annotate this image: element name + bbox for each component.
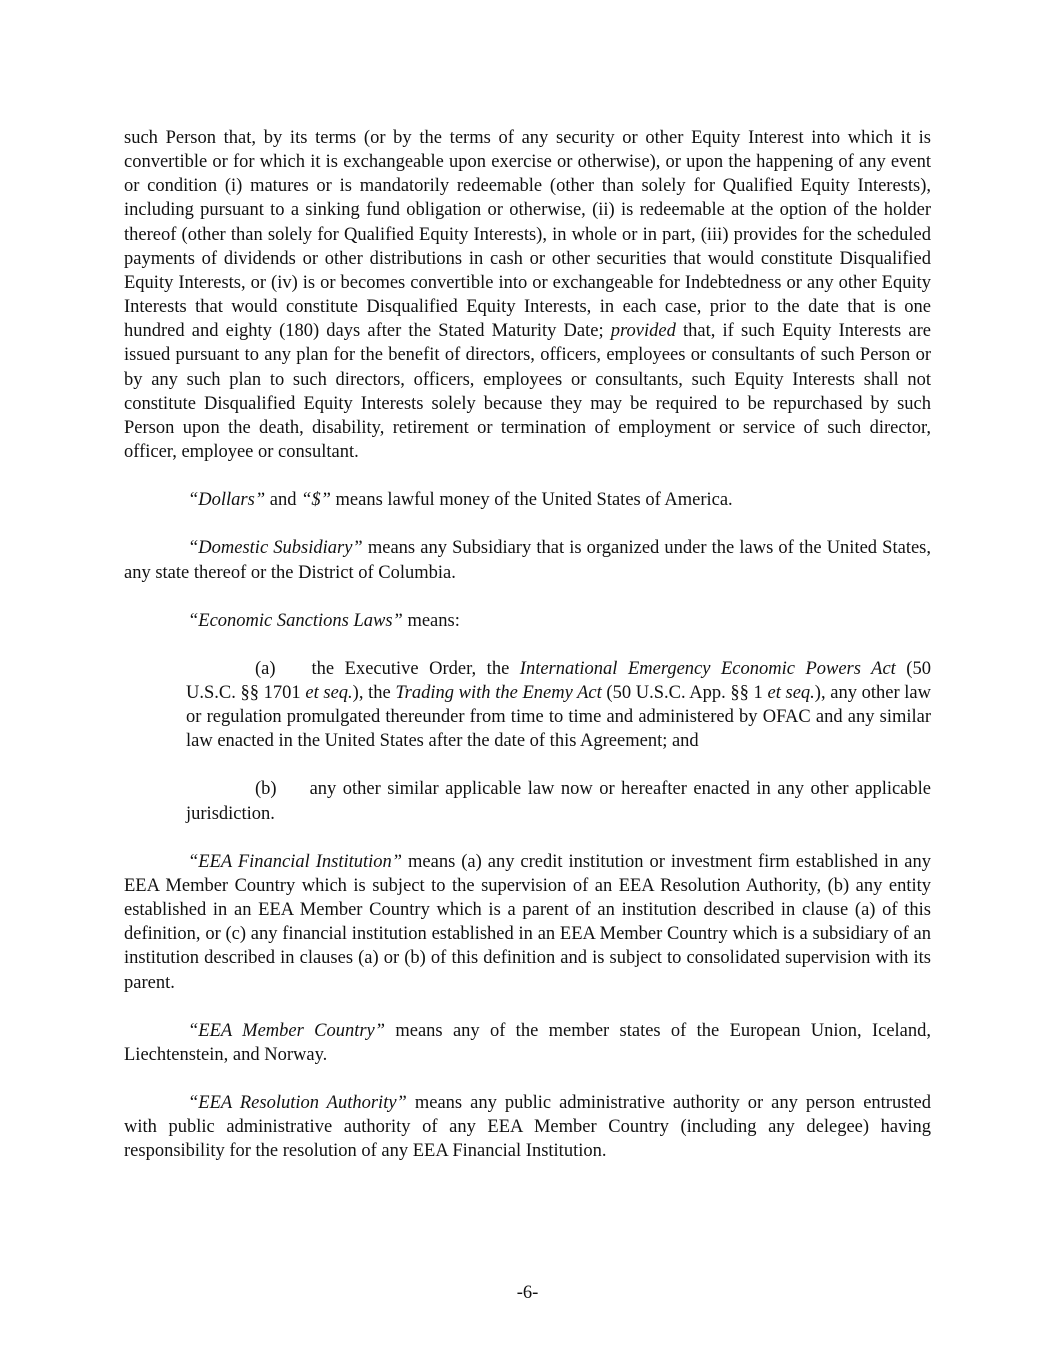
economic-sanctions-text: means: xyxy=(402,610,460,631)
clause-a-text-2: (50 U.S.C. §§ 1701 xyxy=(186,658,931,703)
definition-domestic-subsidiary xyxy=(124,536,931,584)
eea-financial-institution-text: means (a) any credit institution or investment firm established in any EEA Member Country which is subject to the supervision of an EEA Resolution Authority, (b) any entity established in an EEA Member Country which is a parent of an institution described in clause (a) of this definition, or (c) any financial institution established in an EEA Member Country which is a subsidiary of an institution described in clauses (a) or (b) of this definition and is subject to consolidated supervision with its parent. xyxy=(124,851,932,993)
clause-b-label: (b) xyxy=(255,779,277,800)
definition-dollars xyxy=(124,488,931,512)
provided-term: provided xyxy=(610,321,676,342)
paragraph-disqualified-equity-continuation xyxy=(124,126,931,464)
definition-eea-financial-institution xyxy=(124,850,931,995)
clause-a xyxy=(186,657,931,754)
domestic-subsidiary-text: means any Subsidiary that is organized under the laws of the United States, any state thereof or the District of Columbia. xyxy=(124,538,931,583)
document-body xyxy=(124,126,931,1163)
page-number: -6- xyxy=(516,1283,539,1303)
definition-eea-member-country xyxy=(124,1019,931,1067)
clause-a-italic-4: et seq. xyxy=(767,682,815,703)
defined-term-dollar-sign: “$” xyxy=(301,490,331,511)
eea-resolution-authority-text: means any public administrative authority or any person entrusted with public administrative authority of any EEA Member Country (including any delegee) having responsibility for the resolution of any EEA Financial Institution. xyxy=(124,1093,932,1162)
defined-term-economic-sanctions-laws: “Economic Sanctions Laws” xyxy=(188,610,403,631)
definition-eea-resolution-authority xyxy=(124,1091,931,1163)
dollars-definition-text: means lawful money of the United States of America. xyxy=(330,490,733,511)
continuation-text-1: such Person that, by its terms (or by the terms of any security or other Equity Interest into which it is convertible or for which it is exchangeable upon exercise or otherwise), or upon the happening of any event or condition (i) matures or is mandatorily redeemable (other than solely for Qualified Equity Interests), including pursuant to a sinking fund obligation or otherwise, (ii) is redeemable at the option of the holder thereof (other than solely for Qualified Equity Interests), in whole or in part, (iii) provides for the scheduled payments of dividends or other distributions in cash or other securities that would constitute Disqualified Equity Interests, or (iv) is or becomes convertible into or exchangeable for Indebtedness or any other Equity Interests that would constitute Disqualified Equity Interests, in each case, prior to the date that is one hundred and eighty (180) days after the Stated Maturity Date; xyxy=(124,128,931,342)
clause-b xyxy=(186,777,931,825)
clause-a-italic-1: International Emergency Economic Powers Act xyxy=(519,658,896,679)
clause-a-text-5: ), any other law or regulation promulgated thereunder from time to time and administered by OFAC and any similar law enacted in the United States after the date of this Agreement; and xyxy=(186,682,932,752)
defined-term-dollars: “Dollars” xyxy=(188,490,266,511)
defined-term-eea-resolution-authority: “EEA Resolution Authority” xyxy=(188,1093,407,1113)
clause-a-text-1: the Executive Order, the xyxy=(311,658,520,679)
defined-term-eea-member-country: “EEA Member Country” xyxy=(188,1020,386,1041)
continuation-text-2: that, if such Equity Interests are issued pursuant to any plan for the benefit of directors, officers, employees or consultants of such Person or by any such plan to such directors, officers, employees or consultants, such Equity Interests shall not constitute Disqualified Equity Interests solely because they may be required to be repurchased by such Person upon the death, disability, retirement or termination of employment or service of such director, officer, employee or consultant. xyxy=(124,321,931,463)
clause-a-italic-2: et seq. xyxy=(305,682,353,703)
clause-b-text: any other similar applicable law now or hereafter enacted in any other applicable jurisdiction. xyxy=(186,779,931,824)
defined-term-eea-financial-institution: “EEA Financial Institution” xyxy=(188,851,403,872)
definition-economic-sanctions-laws xyxy=(124,609,931,633)
clause-a-label: (a) xyxy=(255,658,276,679)
defined-term-domestic-subsidiary: “Domestic Subsidiary” xyxy=(188,538,363,559)
dollars-and: and xyxy=(265,490,302,511)
clause-a-italic-3: Trading with the Enemy Act xyxy=(395,682,602,703)
clause-a-text-4: (50 U.S.C. App. §§ 1 xyxy=(601,682,768,703)
clause-a-text-3: ), the xyxy=(352,682,396,703)
eea-member-country-text: means any of the member states of the European Union, Iceland, Liechtenstein, and Norway. xyxy=(124,1020,932,1065)
